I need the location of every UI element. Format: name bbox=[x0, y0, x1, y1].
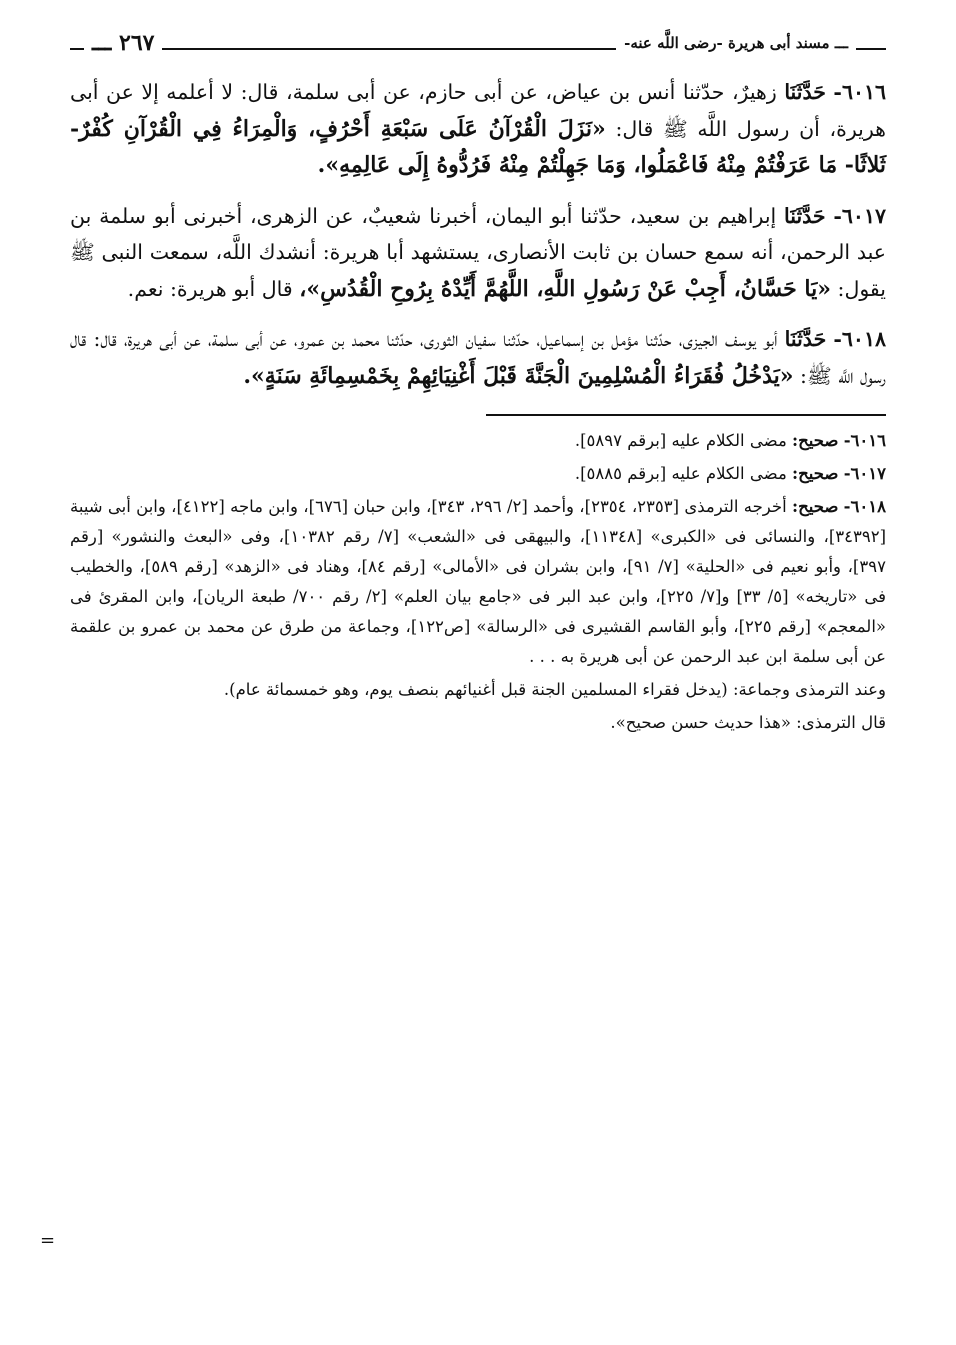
footnote-id: ٦٠١٧- bbox=[843, 464, 886, 483]
hadith-number: ٦٠١٦- bbox=[833, 80, 886, 104]
hadith-lead: حَدَّثَنَا bbox=[784, 80, 826, 104]
hadith-number: ٦٠١٨- bbox=[833, 327, 886, 351]
hadith-isnad: زهيرٌ، حدّثنا أنس بن عياض، عن أبى حازم، عن أبى سلمة، قال: لا أعلمه إلا عن أبى هريرة، أن رسول اللَّه ﷺ قال: bbox=[70, 80, 886, 141]
footnote-grade: صحيح: bbox=[792, 431, 839, 450]
footnote-text: قال الترمذى: «هذا حديث حسن صحيح». bbox=[610, 713, 886, 732]
hadith-lead: حَدَّثَنَا bbox=[784, 327, 827, 351]
hadith-tail: قال أبو هريرة: نعم. bbox=[127, 276, 293, 301]
hadith-isnad: أبو يوسف الجيزى، حدّثنا مؤمل بن إسماعيل، حدّثنا سفيان الثورى، حدّثنا محمد بن عمرو، عن أبى سلمة، عن أبى هريرة، قال: قال رسول اللَّه ﷺ: bbox=[70, 327, 886, 388]
footnote-text: مضى الكلام عليه [برقم ٥٨٨٥]. bbox=[574, 464, 787, 483]
footnote-separator bbox=[486, 414, 886, 416]
footnote-tirmidhi-grading bbox=[70, 708, 886, 738]
running-header bbox=[70, 30, 886, 66]
footnote-6016 bbox=[70, 426, 886, 456]
footnote-tirmidhi-variant bbox=[70, 675, 886, 705]
hadith-matn: «نَزَلَ الْقُرْآنُ عَلَى سَبْعَةِ أَحْرُفٍ، وَالْمِرَاءُ فِي الْقُرْآنِ كُفْرٌ- ثَلاثًا- مَا عَرَفْتُمْ مِنْهُ فَاعْمَلُوا، وَمَا جَهِلْتُمْ مِنْهُ فَرُدُّوهُ إِلَى عَالِمِهِ». bbox=[70, 115, 886, 178]
footnote-6018 bbox=[70, 492, 886, 672]
footnote-text: مضى الكلام عليه [برقم ٥٨٩٧]. bbox=[574, 431, 787, 450]
footnote-text: وعند الترمذى وجماعة: (يدخل فقراء المسلمين الجنة قبل أغنيائهم بنصف يوم، وهو خمسمائة عام). bbox=[223, 680, 886, 699]
footnotes bbox=[70, 426, 886, 738]
footnote-grade: صحيح: bbox=[791, 497, 839, 516]
hadith-matn: «يَدْخُلُ فُقَرَاءُ الْمُسْلِمِينَ الْجَنَّةَ قَبْلَ أَغْنِيَائِهِمْ بِخَمْسِمِائَةِ سَنَةٍ». bbox=[243, 362, 794, 389]
hadith-6018 bbox=[70, 321, 886, 394]
footnote-text: أخرجه الترمذى [٢٣٥٣، ٢٣٥٤]، وأحمد [٢/ ٢٩٦، ٣٤٣]، وابن حبان [٦٧٦]، وابن ماجه [٤١٢٢]، وابن أبى شيبة [٣٤٣٩٢]، والنسائى فى «الكبرى» [١١٣٤٨]، والبيهقى فى «الشعب» [٧/ رقم ١٠٣٨٢]، وفى «البعث والنشور» [رقم ٣٩٧]، وأبو نعيم فى «الحلية» [٧/ ٩١]، وابن بشران فى «الأمالى» [رقم ٨٤]، وهناد فى «الزهد» [رقم ٥٨٩]، والخطيب فى «تاريخه» [٥/ ٣٣] و[٧/ ٢٢٥]، وابن عبد البر فى «جامع بيان العلم» [٢/ رقم ٧٠٠/ طبعة الريان]، وابن المقرئ فى «المعجم» [رقم ٢٢٥]، وأبو القاسم القشيرى فى «الرسالة» [ص١٢٢]، وجماعة من طرق عن محمد بن عمرو بن علقمة عن أبى سلمة ابن عبد الرحمن عن أبى هريرة به . . . bbox=[70, 497, 887, 666]
footnote-id: ٦٠١٦- bbox=[843, 431, 886, 450]
page-number: ٢٦٧ ـــ bbox=[84, 30, 162, 56]
continuation-mark: = bbox=[40, 1230, 56, 1251]
book-page bbox=[70, 30, 886, 738]
header-title: ـــ مسند أبى هريرة -رضى اللَّه عنه- bbox=[616, 34, 856, 52]
footnote-id: ٦٠١٨- bbox=[843, 497, 886, 516]
hadith-number: ٦٠١٧- bbox=[833, 203, 886, 228]
hadith-isnad: إبراهيم بن سعيد، حدّثنا أبو اليمان، أخبرنا شعيبٌ، عن الزهرى، أخبرنى أبو سلمة بن عبد الرحمن، أنه سمع حسان بن ثابت الأنصارى، يستشهد أبا هريرة: أنشدك اللَّه، سمعت النبى ﷺ يقول: bbox=[70, 203, 886, 301]
hadith-matn: «يَا حَسَّانُ، أَجِبْ عَنْ رَسُولِ اللَّهِ، اللَّهُمَّ أَيِّدْهُ بِرُوحِ الْقُدُسِ»، bbox=[299, 275, 831, 302]
hadith-6017 bbox=[70, 198, 886, 308]
hadith-6016 bbox=[70, 74, 886, 184]
hadith-lead: حَدَّثَنَا bbox=[784, 203, 826, 228]
footnote-grade: صحيح: bbox=[792, 464, 839, 483]
footnote-6017 bbox=[70, 459, 886, 489]
